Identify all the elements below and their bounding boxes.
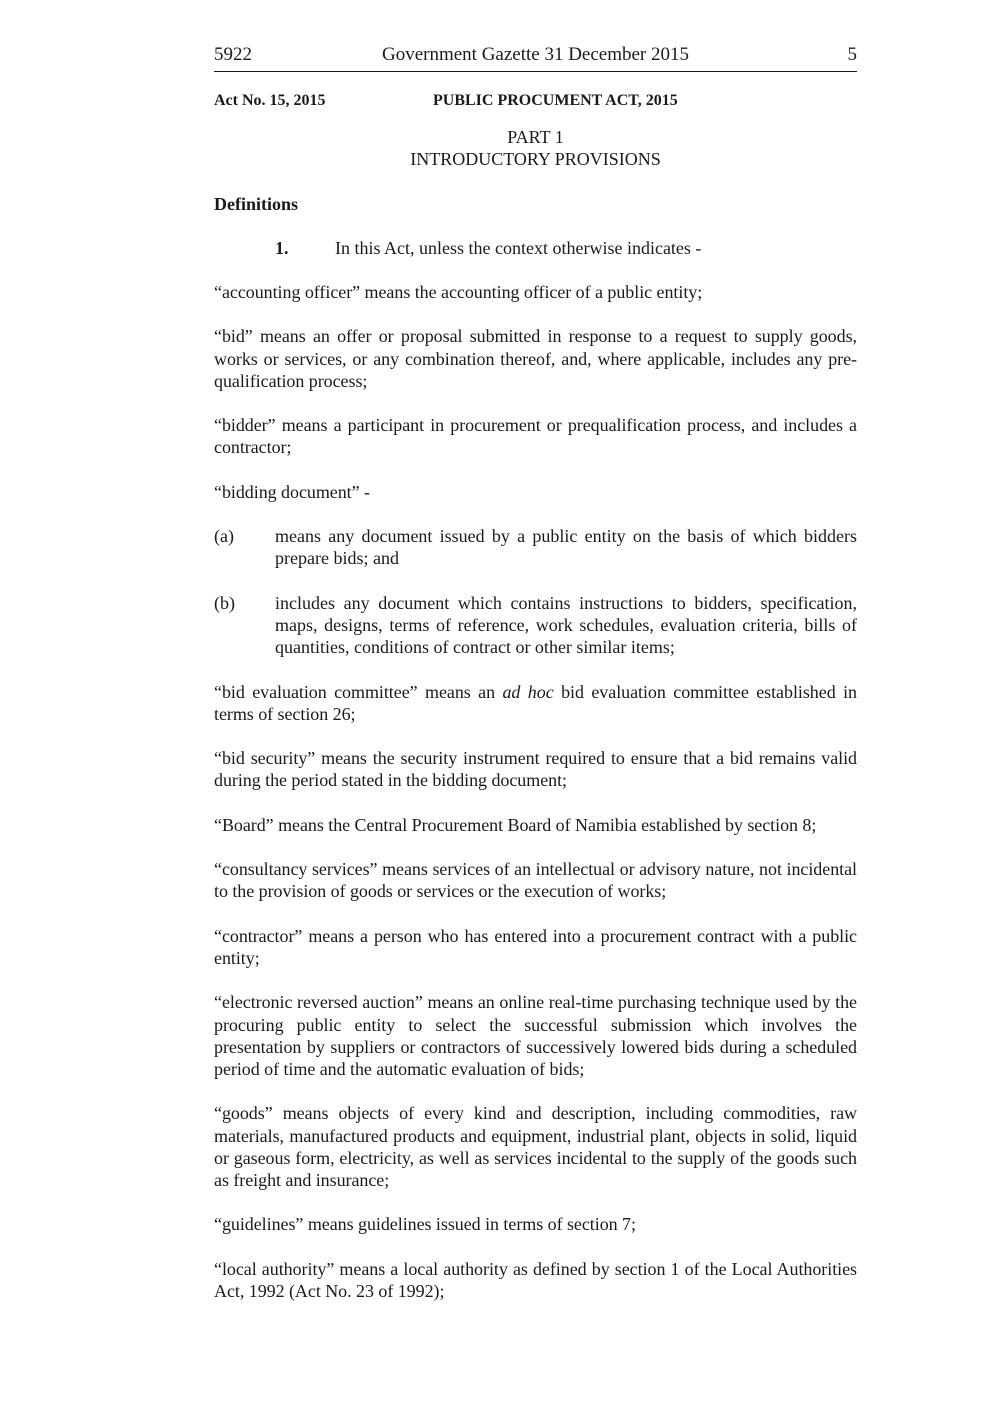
page-number: 5 — [847, 44, 857, 65]
item-text: includes any document which contains instructions to bidders, specification, maps, designs, terms of reference, work schedules, evaluation criteria, bills of quantities, conditions of contract or other similar items; — [275, 592, 857, 658]
bidding-document-item-b — [214, 592, 857, 659]
running-header — [214, 42, 857, 68]
definition-text: bid evaluation committee established in terms of section 26; — [214, 681, 857, 724]
italic-term: ad hoc — [502, 681, 554, 702]
part-title: INTRODUCTORY PROVISIONS — [410, 149, 661, 169]
definition-contractor: “contractor” means a person who has entered into a procurement contract with a public entity; — [214, 925, 857, 968]
definition-bid-security: “bid security” means the security instrument required to ensure that a bid remains valid during the period stated in the bidding document; — [214, 748, 857, 791]
definition-bid: “bid” means an offer or proposal submitted in response to a request to supply goods, works or services, or any combination thereof, and, where applicable, includes any pre-qualification process; — [214, 326, 857, 391]
gazette-number: 5922 — [214, 44, 252, 65]
part-heading — [214, 126, 857, 170]
definition-bid-evaluation-committee — [214, 681, 857, 725]
header-divider — [214, 71, 857, 72]
section-heading: Definitions — [214, 194, 299, 214]
definitions-list — [214, 281, 857, 1324]
item-label: (b) — [214, 592, 235, 613]
clause-text: In this Act, unless the context otherwise indicates - — [335, 238, 702, 258]
definition-goods: “goods” means objects of every kind and description, including commodities, raw materials, manufactured products and equipment, industrial plant, objects in solid, liquid or gaseous form, electricity, as well as services incidental to the supply of the goods such as freight and insurance; — [214, 1103, 857, 1190]
definition-text: “bid evaluation committee” means an — [214, 681, 503, 702]
definition-board: “Board” means the Central Procurement Board of Namibia established by section 8; — [214, 814, 817, 835]
bidding-document-item-a — [214, 525, 857, 569]
definition-guidelines: “guidelines” means guidelines issued in terms of section 7; — [214, 1214, 636, 1235]
act-title: PUBLIC PROCUMENT ACT, 2015 — [433, 92, 678, 109]
item-text: means any document issued by a public entity on the basis of which bidders prepare bids; and — [275, 526, 857, 569]
act-line — [214, 90, 857, 112]
item-label: (a) — [214, 526, 234, 547]
part-number: PART 1 — [507, 127, 564, 147]
definition-accounting-officer: “accounting officer” means the accounting officer of a public entity; — [214, 282, 703, 302]
definition-consultancy-services: “consultancy services” means services of an intellectual or advisory nature, not incidental to the provision of goods or services or the execution of works; — [214, 859, 857, 902]
definition-bidding-document: “bidding document” - — [214, 481, 370, 502]
act-number: Act No. 15, 2015 — [214, 92, 326, 109]
definition-local-authority: “local authority” means a local authority as defined by section 1 of the Local Authorities Act, 1992 (Act No. 23 of 1992); — [214, 1258, 857, 1301]
definition-bidder: “bidder” means a participant in procurement or prequalification process, and includes a contractor; — [214, 415, 857, 458]
gazette-title: Government Gazette 31 December 2015 — [381, 44, 690, 65]
definition-electronic-reversed-auction: “electronic reversed auction” means an online real-time purchasing technique used by the procuring public entity to select the successful submission which involves the presentation by suppliers or contractors of successively lowered bids during a scheduled period of time and the automatic evaluation of bids; — [214, 992, 857, 1079]
clause-number: 1. — [275, 238, 289, 258]
